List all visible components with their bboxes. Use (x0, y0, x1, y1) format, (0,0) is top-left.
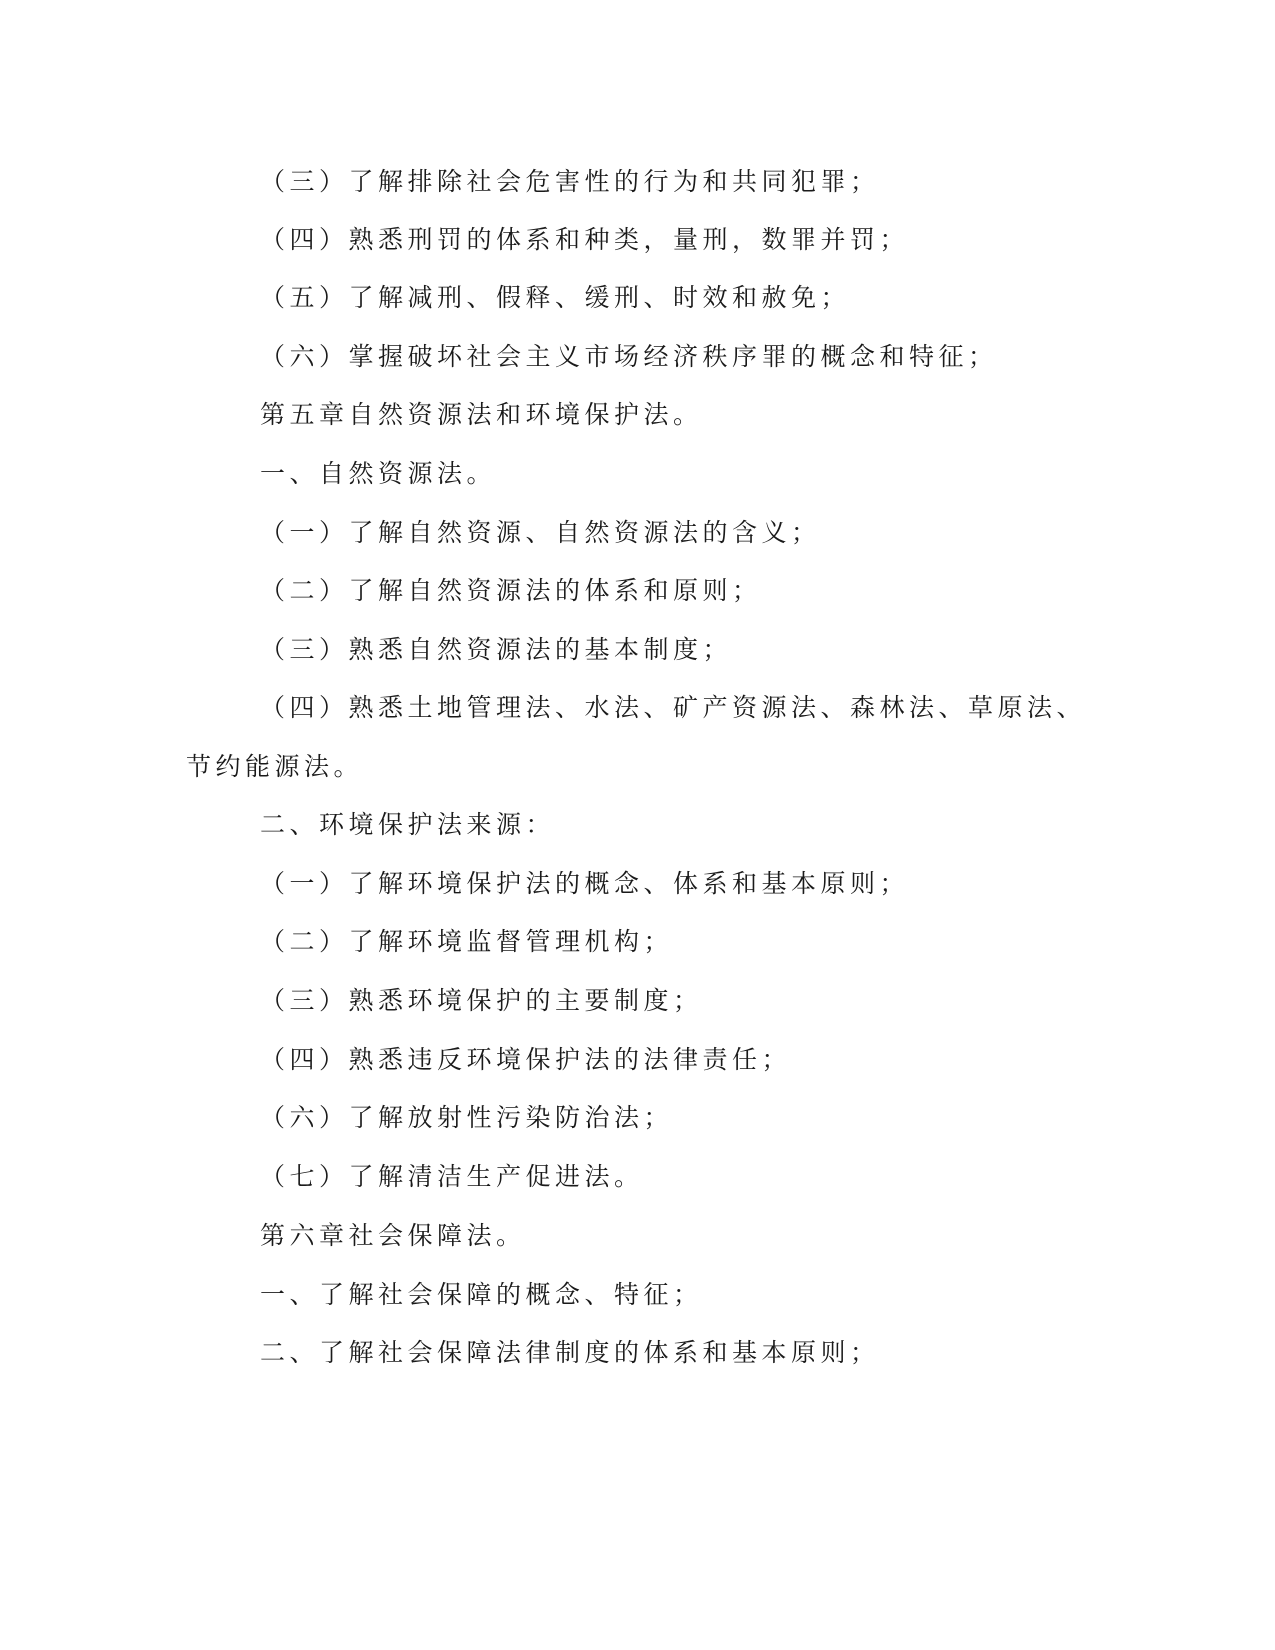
text-line: （一）了解自然资源、自然资源法的含义； (260, 518, 821, 547)
text-line: （四）熟悉刑罚的体系和种类，量刑，数罪并罚； (260, 225, 910, 254)
text-line: （四）熟悉违反环境保护法的法律责任； (260, 1045, 792, 1074)
text-line: （四）熟悉土地管理法、水法、矿产资源法、森林法、草原法、 (260, 693, 1087, 722)
text-line: （三）熟悉环境保护的主要制度； (260, 986, 703, 1015)
text-line: （二）了解环境监督管理机构； (260, 927, 674, 956)
text-line: （七）了解清洁生产促进法。 (260, 1162, 644, 1191)
section-heading: 二、环境保护法来源： (260, 810, 556, 839)
text-line: （三）熟悉自然资源法的基本制度； (260, 635, 733, 664)
chapter-heading: 第六章社会保障法。 (260, 1221, 526, 1250)
text-line: （五）了解减刑、假释、缓刑、时效和赦免； (260, 283, 851, 312)
text-line: （三）了解排除社会危害性的行为和共同犯罪； (260, 167, 880, 196)
section-heading: 一、自然资源法。 (260, 459, 497, 488)
text-line: （二）了解自然资源法的体系和原则； (260, 576, 762, 605)
text-line-continuation: 节约能源法。 (186, 752, 364, 781)
text-line: 二、了解社会保障法律制度的体系和基本原则； (260, 1338, 880, 1367)
text-line: （六）了解放射性污染防治法； (260, 1103, 674, 1132)
text-line: （一）了解环境保护法的概念、体系和基本原则； (260, 869, 910, 898)
chapter-heading: 第五章自然资源法和环境保护法。 (260, 400, 703, 429)
text-line: 一、了解社会保障的概念、特征； (260, 1280, 703, 1309)
text-line: （六）掌握破坏社会主义市场经济秩序罪的概念和特征； (260, 342, 998, 371)
